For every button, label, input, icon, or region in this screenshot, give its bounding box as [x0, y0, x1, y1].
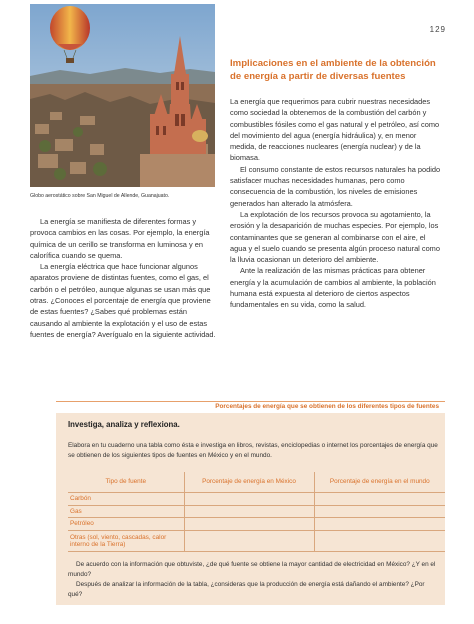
- empty-cell: [314, 493, 445, 506]
- empty-cell: [314, 518, 445, 531]
- paragraph: La energía que requerimos para cubrir nuestras necesidades como sociedad la obtenemos de la combustión del carbón y combustibles fósiles como el gas natural y el petróleo, así como del movimiento del agua (energía hidráulica) y, en menor medida, de reacciones nucleares (energía nuclear) y de la biomasa.: [230, 97, 440, 163]
- left-column: [30, 216, 216, 340]
- energy-sources-table: [68, 472, 445, 552]
- question: Después de analizar la información de la tabla, ¿consideras que la producción de energía está dañando el ambiente? ¿Por qué?: [68, 581, 425, 598]
- source-cell: Otras (sol, viento, cascadas, calor interno de la Tierra): [68, 530, 184, 551]
- photo-caption: Globo aerostático sobre San Miguel de Allende, Guanajuato.: [30, 193, 170, 199]
- page-number: 129: [429, 25, 446, 34]
- hot-air-balloon-photo: [30, 4, 215, 187]
- column-header: Porcentaje de energía en el mundo: [314, 472, 445, 493]
- empty-cell: [184, 530, 314, 551]
- source-cell: Petróleo: [68, 518, 184, 531]
- table-row: [68, 530, 445, 551]
- empty-cell: [184, 518, 314, 531]
- activity-heading: Investiga, analiza y reflexiona.: [68, 420, 180, 429]
- section-heading: Implicaciones en el ambiente de la obtención de energía a partir de diversas fuentes: [230, 58, 436, 82]
- activity-box: [56, 413, 445, 605]
- table-row: [68, 505, 445, 518]
- activity-intro: Elabora en tu cuaderno una tabla como ésta e investiga en libros, revistas, enciclopedias o internet los porcentajes de energía que se obtienen de los siguientes tipos de fuentes en México y en el mundo.: [68, 442, 438, 459]
- paragraph: El consumo constante de estos recursos naturales ha podido satisfacer muchas necesidades humanas, pero como consecuencia de la combustión, los niveles de emisiones generados han alterado la atmósfera.: [230, 164, 441, 208]
- question: De acuerdo con la información que obtuviste, ¿de qué fuente se obtiene la mayor cantidad de electricidad en México? ¿Y en el mundo?: [68, 561, 436, 578]
- empty-cell: [184, 505, 314, 518]
- activity-header: [56, 401, 445, 413]
- column-header: Porcentaje de energía en México: [184, 472, 314, 493]
- column-header: Tipo de fuente: [68, 472, 184, 493]
- paragraph: Ante la realización de las mismas prácticas para obtener energía y la acumulación de cambios al ambiente, la población humana está expuesta al deterioro de ciertos aspectos fundamentales en su vida, como la salud.: [230, 266, 436, 310]
- right-column: [230, 58, 444, 311]
- paragraph: La energía se manifiesta de diferentes formas y provoca cambios en las cosas. Por ejemplo, la energía química de un cerillo se transforma en luminosa y en calorífica cuando se quema.: [30, 217, 210, 260]
- activity-title: Porcentajes de energía que se obtienen de los diferentes tipos de fuentes: [215, 403, 439, 410]
- paragraph: La explotación de los recursos provoca su agotamiento, la erosión y la desaparición de muchas especies. Por ejemplo, los contaminantes que se generan al combinarse con el aire, el agua y el suelo cuando se presenta algún proceso natural como la lluvia ocasionan un deterioro del ambiente.: [230, 209, 440, 265]
- paragraph: La energía eléctrica que hace funcionar algunos aparatos proviene de distintas fuentes, como el gas, el carbón o el petróleo, aunque algunas se usan más que otras. ¿Conoces el porcentaje de energía que proviene de estas fuentes? ¿Sabes qué problemas están causando al ambiente la explotación y el uso de estas fuentes de energía? Averígualo en la siguiente actividad.: [30, 262, 216, 339]
- table-row: [68, 493, 445, 506]
- empty-cell: [184, 493, 314, 506]
- table-row: [68, 518, 445, 531]
- table-header-row: [68, 472, 445, 493]
- activity-questions: [68, 560, 440, 600]
- empty-cell: [314, 530, 445, 551]
- source-cell: Carbón: [68, 493, 184, 506]
- photo-illustration: [30, 4, 215, 187]
- empty-cell: [314, 505, 445, 518]
- source-cell: Gas: [68, 505, 184, 518]
